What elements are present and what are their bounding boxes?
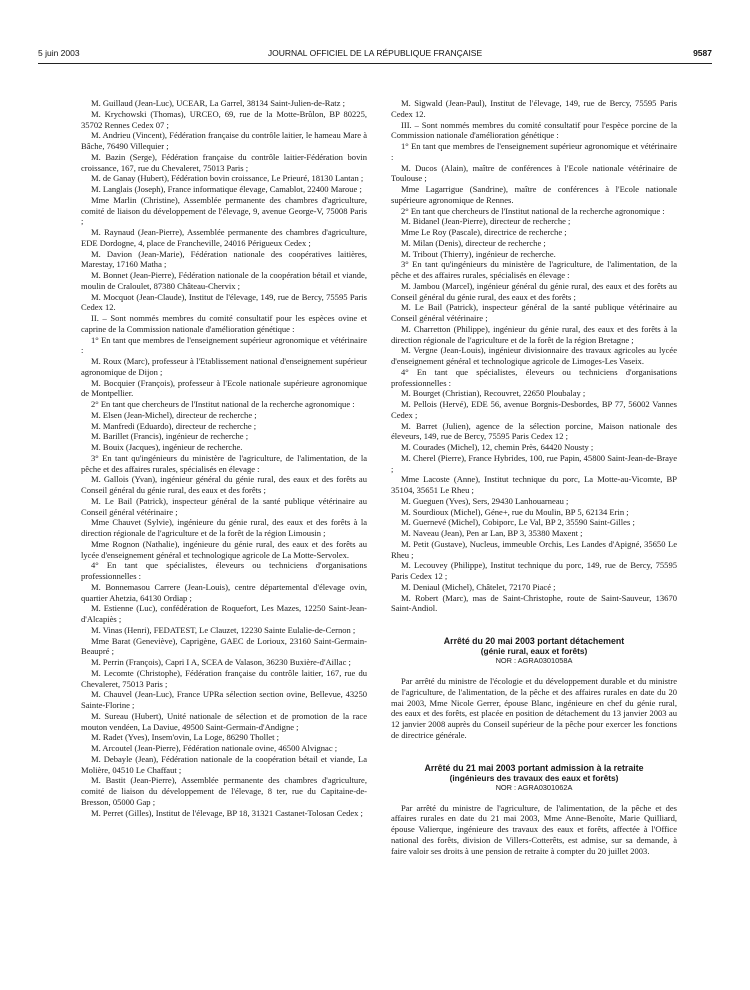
paragraph: M. Milan (Denis), directeur de recherche ; [401, 237, 546, 248]
paragraph: M. Guernevé (Michel), Cobiporc, Le Val, BP 2, 35590 Saint-Gilles ; [401, 517, 635, 528]
paragraph: M. Elsen (Jean-Michel), directeur de recherche ; [91, 409, 257, 420]
decree-title: Arrêté du 21 mai 2003 portant admission à la retraite [424, 762, 644, 773]
paragraph: M. Bidanel (Jean-Pierre), directeur de recherche ; [401, 216, 571, 227]
paragraph: Mme Lagarrigue (Sandrine), maître de conférences à l'Ecole nationale supérieure agronomique de Rennes. [391, 184, 677, 205]
paragraph: M. Barillet (Francis), ingénieur de recherche ; [91, 431, 249, 442]
paragraph: M. Ducos (Alain), maître de conférences à l'Ecole nationale vétérinaire de Toulouse ; [391, 162, 677, 184]
paragraph: M. Perrin (François), Capri I A, SCEA de Valason, 36230 Buxière-d'Aillac ; [91, 657, 351, 667]
paragraph: 1° En tant que membres de l'enseignement supérieur agronomique et vétérinaire : [81, 334, 367, 356]
paragraph: M. Guillaud (Jean-Luc), UCEAR, La Garrel, 38134 Saint-Julien-de-Ratz ; [91, 98, 345, 108]
paragraph: M. Andrieu (Vincent), Fédération française du contrôle laitier, le hameau Mare à Bâche, 76490 Villequier ; [81, 130, 367, 151]
paragraph: M. Krychowski (Thomas), URCEO, 69, rue de la Motte-Brûlon, BP 80225, 35702 Rennes Cedex 07 ; [81, 108, 367, 130]
decree-title: Arrêté du 20 mai 2003 portant détachement [443, 636, 625, 646]
paragraph: Mme Lacoste (Anne), Institut technique du porc, La Motte-au-Vicomte, BP 35104, 35651 Le Rheu ; [391, 474, 677, 495]
header-rule [38, 63, 712, 64]
section-heading: III. – Sont nommés membres du comité consultatif pour l'espèce porcine de la Commission nationale d'amélioration génétique : [391, 119, 677, 141]
paragraph: M. Le Bail (Patrick), inspecteur général de la santé publique vétérinaire au Conseil général vétérinaire ; [391, 302, 677, 323]
journal-title: JOURNAL OFFICIEL DE LA RÉPUBLIQUE FRANÇAISE [267, 48, 483, 58]
paragraph: Mme Le Roy (Pascale), directrice de recherche ; [401, 227, 567, 237]
section-spacer [391, 741, 677, 752]
paragraph: M. Raynaud (Jean-Pierre), Assemblée permanente des chambres d'agriculture, EDE Dordogne, 4, place de Francheville, 24016 Périgueux Cedex ; [81, 227, 367, 248]
decree-subtitle: (génie rural, eaux et forêts) [480, 646, 588, 656]
paragraph: M. Radet (Yves), Insem'ovin, La Loge, 86290 Thollet ; [91, 732, 280, 743]
paragraph: Mme Chauvet (Sylvie), ingénieure du génie rural, des eaux et des forêts à la direction régionale de l'agriculture et de la forêt de la région Limousin ; [81, 517, 367, 538]
page-number: 9587 [693, 48, 712, 58]
section-spacer [391, 614, 677, 625]
left-column [81, 98, 367, 818]
paragraph: M. Lecouvey (Philippe), Institut technique du porc, 149, rue de Bercy, 75595 Paris Cedex 12 ; [391, 560, 677, 581]
paragraph: M. Deniaul (Michel), Châtelet, 72170 Piacé ; [401, 581, 556, 592]
paragraph: 3° En tant qu'ingénieurs du ministère de l'agriculture, de l'alimentation, de la pêche et des affaires rurales, spécialisés en élevage : [81, 452, 367, 474]
paragraph: 1° En tant que membres de l'enseignement supérieur agronomique et vétérinaire : [391, 141, 677, 162]
paragraph: 4° En tant que spécialistes, éleveurs ou techniciens d'organisations professionnelles : [391, 366, 677, 388]
decree-subtitle: (ingénieurs des travaux des eaux et forêts) [449, 772, 619, 783]
paragraph: M. Vergne (Jean-Louis), ingénieur divisionnaire des travaux agricoles au lycée d'enseignement général et technologique agricole de Limoges-Les Vaseix. [391, 345, 677, 366]
paragraph: M. Bouix (Jacques), ingénieur de recherche. [91, 442, 243, 452]
paragraph: M. Naveau (Jean), Pen ar Lan, BP 3, 35380 Maxent ; [401, 528, 583, 538]
paragraph: M. Perret (Gilles), Institut de l'élevage, BP 18, 31321 Castanet-Tolosan Cedex ; [91, 807, 363, 818]
paragraph: M. Cherel (Pierre), France Hybrides, 100, rue Papin, 45800 Saint-Jean-de-Braye ; [391, 452, 677, 474]
paragraph: M. de Ganay (Hubert), Fédération bovin croissance, Le Prieuré, 18130 Lantan ; [91, 173, 364, 184]
paragraph: M. Bonnemasou Carrere (Jean-Louis), centre départemental d'élevage ovin, quartier Ahetzia, 64130 Ordiap ; [81, 581, 367, 603]
paragraph: 2° En tant que chercheurs de l'Institut national de la recherche agronomique : [401, 205, 665, 216]
paragraph: M. Bourget (Christian), Recouvret, 22650 Ploubalay ; [401, 388, 586, 399]
paragraph: M. Vinas (Henri), FEDATEST, Le Clauzet, 12230 Sainte Eulalie-de-Cernon ; [91, 624, 356, 635]
paragraph: M. Gallois (Yvan), ingénieur général du génie rural, des eaux et des forêts au Conseil général du génie rural, des eaux et des forêts ; [81, 474, 367, 495]
paragraph: Mme Rognon (Nathalie), ingénieure du génie rural, des eaux et des forêts au lycée d'enseignement général et technologique agricole de La Motte-Servolex. [81, 538, 367, 560]
paragraph: 3° En tant qu'ingénieurs du ministère de l'agriculture, de l'alimentation, de la pêche et des affaires rurales, spécialisés en élevage : [391, 259, 677, 280]
paragraph: M. Sourdioux (Michel), Géne+, rue du Moulin, BP 5, 62134 Erin ; [401, 506, 629, 517]
paragraph: M. Courades (Michel), 12, chemin Près, 64420 Nousty ; [401, 442, 594, 452]
paragraph: M. Chauvel (Jean-Luc), France UPRa sélection section ovine, Bellevue, 43250 Sainte-Florine ; [81, 689, 367, 710]
paragraph: M. Robert (Marc), mas de Saint-Christophe, route de Saint-Sauveur, 13670 Saint-Andiol. [391, 592, 677, 614]
paragraph: Mme Barat (Geneviève), Caprigène, GAEC de Lorioux, 23160 Saint-Germain-Beaupré ; [81, 635, 367, 657]
paragraph: M. Sureau (Hubert), Unité nationale de sélection et de promotion de la race mouton vendéen, La Daviue, 49500 Saint-Germain-d'Andigne ; [81, 710, 367, 732]
right-column [391, 98, 677, 856]
paragraph: M. Pellois (Hervé), EDE 56, avenue Borgnis-Desbordes, BP 77, 56002 Vannes Cedex ; [391, 399, 677, 420]
paragraph: M. Estienne (Luc), confédération de Roquefort, Les Mazes, 12250 Saint-Jean-d'Alcapiès ; [81, 603, 367, 624]
paragraph: M. Roux (Marc), professeur à l'Etablissement national d'enseignement supérieur agronomique de Dijon ; [81, 356, 367, 377]
section-spacer [391, 625, 677, 636]
section-spacer [391, 752, 677, 763]
paragraph: 2° En tant que chercheurs de l'Institut national de la recherche agronomique : [91, 399, 355, 409]
nor-reference: NOR : AGRA0301058A [495, 656, 573, 665]
paragraph: M. Manfredi (Eduardo), directeur de recherche ; [91, 420, 257, 431]
decree-body: Par arrêté du ministre de l'agriculture, de l'alimentation, de la pêche et des affaires rurales en date du 21 mai 2003, Mme Anne-Benoîte, Marie Quilliard, épouse Valierque, ingénieure des travaux des eaux et forêts, affectée à l'Office national des forêts, division de Villers-Cotterêts, est admise, sur sa demande, à faire valoir ses droits à une pension de retraite à compter du 20 juillet 2003. [391, 802, 677, 856]
paragraph: M. Davion (Jean-Marie), Fédération nationale des coopératives laitières, Marestay, 17160 Matha ; [81, 248, 367, 270]
section-heading: II. – Sont nommés membres du comité consultatif pour les espèces ovine et caprine de la Commission nationale d'amélioration génétique : [81, 313, 367, 334]
paragraph: 4° En tant que spécialistes, éleveurs ou techniciens d'organisations professionnelles : [81, 560, 367, 581]
paragraph: M. Gueguen (Yves), Sers, 29430 Lanhouarneau ; [401, 495, 569, 506]
paragraph: M. Bastit (Jean-Pierre), Assemblée permanente des chambres d'agriculture, comité de liaison du développement de l'élevage, 8 ter, rue du Capitaine-de-Bresson, 05000 Gap ; [81, 775, 367, 807]
paragraph: M. Mocquot (Jean-Claude), Institut de l'élevage, 149, rue de Bercy, 75595 Paris Cedex 12. [81, 291, 367, 313]
paragraph: M. Charretton (Philippe), ingénieur du génie rural, des eaux et des forêts à la direction régionale de l'agriculture et de la forêt de la région Bretagne ; [391, 323, 677, 345]
paragraph: Mme Marlin (Christine), Assemblée permanente des chambres d'agriculture, comité de liaison du développement de l'élevage, 9, avenue George-V, 75008 Paris ; [81, 194, 367, 227]
paragraph: M. Bonnet (Jean-Pierre), Fédération nationale de la coopération bétail et viande, moulin de Craloulet, 87380 Château-Chervix ; [81, 270, 367, 291]
paragraph: M. Petit (Gustave), Nucleus, immeuble Orchis, Les Landes d'Apigné, 35650 Le Rheu ; [391, 538, 677, 560]
paragraph: M. Sigwald (Jean-Paul), Institut de l'élevage, 149, rue de Bercy, 75595 Paris Cedex 12. [391, 98, 677, 119]
paragraph: M. Langlais (Joseph), France informatique élevage, Camablot, 22400 Maroue ; [91, 184, 362, 194]
paragraph: M. Lecomte (Christophe), Fédération française du contrôle laitier, 167, rue du Chevaleret, 75013 Paris ; [81, 667, 367, 689]
paragraph: M. Bazin (Serge), Fédération française du contrôle laitier-Fédération bovin croissance, 167, rue du Chevaleret, 75013 Paris ; [81, 151, 367, 173]
paragraph: M. Le Bail (Patrick), inspecteur général de la santé publique vétérinaire au Conseil général vétérinaire ; [81, 495, 367, 517]
issue-date: 5 juin 2003 [38, 48, 80, 58]
nor-reference: NOR : AGRA0301062A [495, 782, 573, 792]
paragraph: M. Tribout (Thierry), ingénieur de recherche. [401, 248, 556, 259]
page-header [38, 48, 712, 60]
decree-body: Par arrêté du ministre de l'écologie et du développement durable et du ministre de l'agriculture, de l'alimentation, de la pêche et des affaires rurales en date du 20 mai 2003, Mme Nicole Gerrer, épouse Blanc, ingénieure en chef du génie rural, des eaux et des forêts, est placée en position de détachement du 13 janvier 2003 au 12 janvier 2008 auprès du Conseil supérieur de la pêche pour exercer les fonctions de directrice générale. [391, 676, 677, 740]
paragraph: M. Bocquier (François), professeur à l'Ecole nationale supérieure agronomique de Montpellier. [81, 377, 367, 399]
paragraph: M. Jambou (Marcel), ingénieur général du génie rural, des eaux et des forêts au Conseil général du génie rural, des eaux et des forêts ; [391, 280, 677, 302]
paragraph: M. Barret (Julien), agence de la sélection porcine, Maison nationale des éleveurs, 149, rue de Bercy, 75595 Paris Cedex 12 ; [391, 420, 677, 442]
paragraph: M. Arcoutel (Jean-Pierre), Fédération nationale ovine, 46500 Alvignac ; [91, 743, 338, 753]
paragraph: M. Debayle (Jean), Fédération nationale de la coopération bétail et viande, La Molière, 04510 Le Chaffaut ; [81, 753, 367, 775]
